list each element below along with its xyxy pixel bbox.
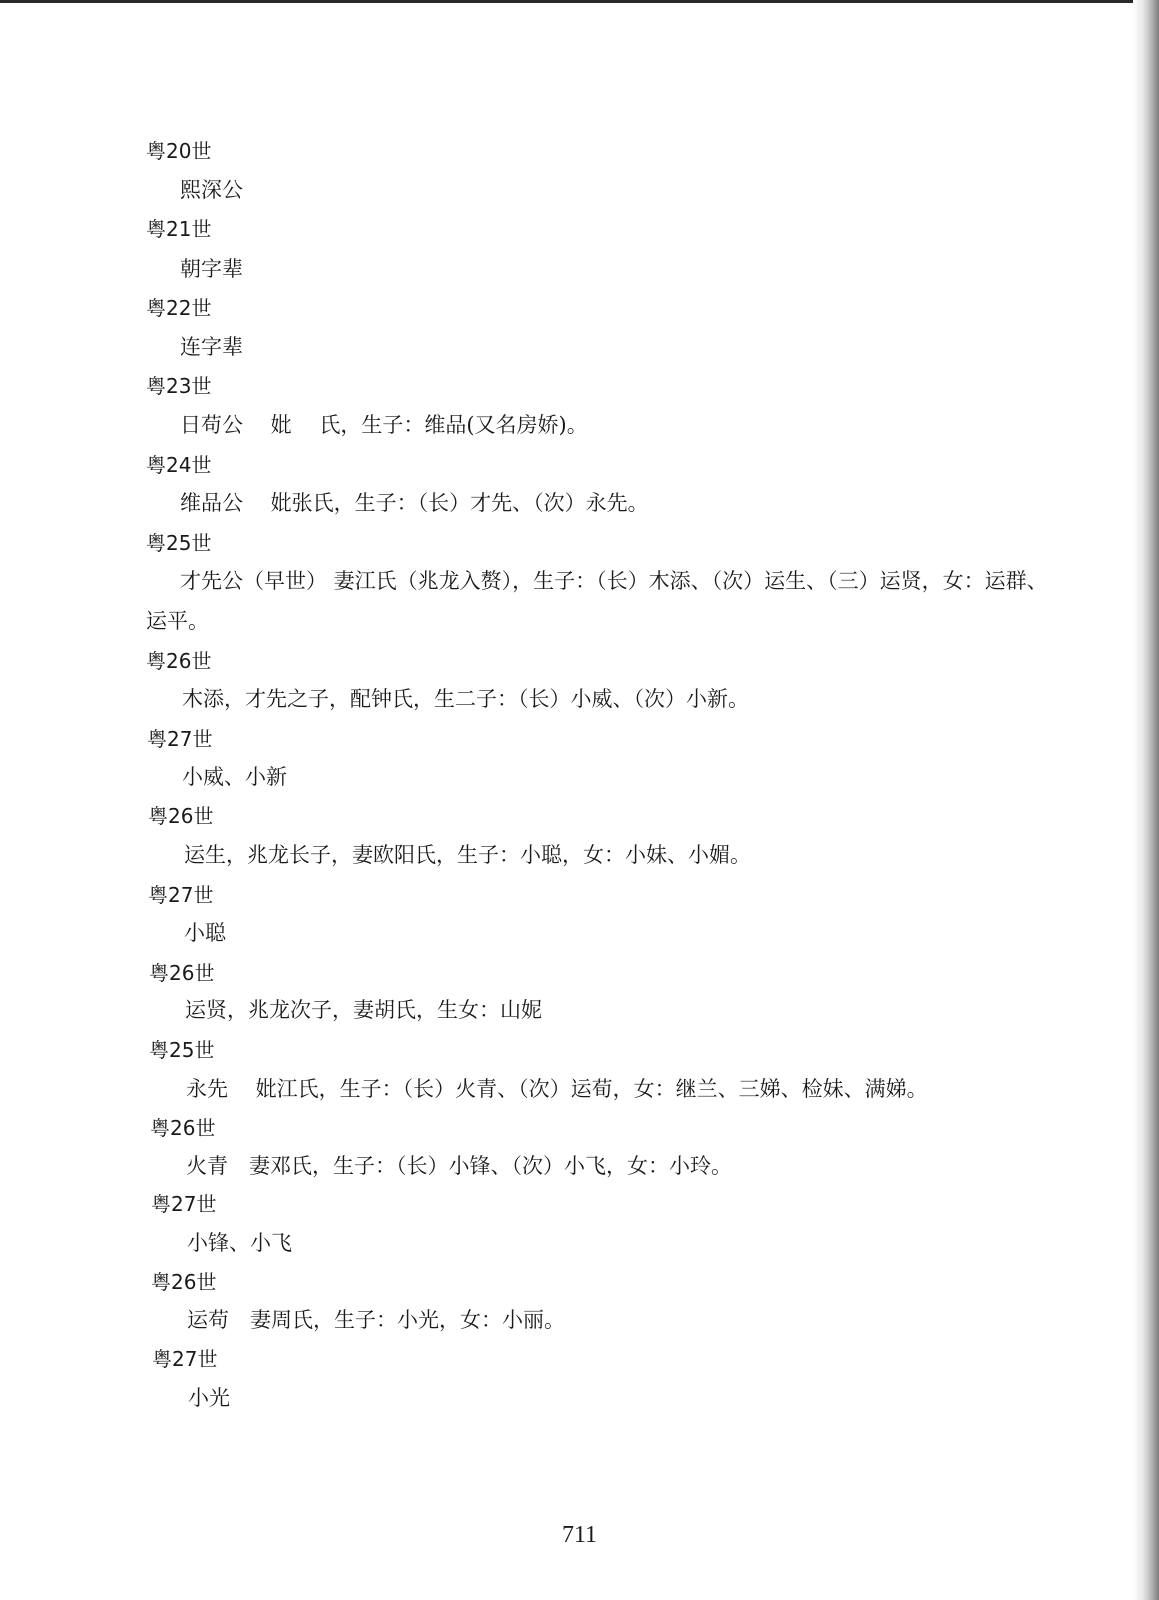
entry-text: 维品公 妣张氏，生子：（长）才先、（次）永先。 xyxy=(180,491,649,515)
generation-heading: 粤23世 xyxy=(146,374,212,398)
entry-text: 火青 妻邓氏，生子：（长）小锋、（次）小飞，女：小玲。 xyxy=(186,1154,732,1178)
entry-text: 运贤，兆龙次子，妻胡氏，生女：山妮 xyxy=(185,998,542,1022)
page-number: 711 xyxy=(561,1522,598,1548)
entry-text-continuation: 运平。 xyxy=(146,609,209,633)
generation-heading: 粤24世 xyxy=(146,453,212,477)
generation-heading: 粤27世 xyxy=(151,1192,217,1216)
generation-heading: 粤27世 xyxy=(148,883,214,907)
generation-heading: 粤26世 xyxy=(146,649,212,673)
entry-text: 日苟公 妣 氏，生子：维品(又名房娇)。 xyxy=(180,413,588,437)
generation-heading: 粤27世 xyxy=(152,1347,218,1371)
generation-heading: 粤26世 xyxy=(149,961,215,985)
scan-border-right xyxy=(1133,0,1159,1600)
generation-heading: 粤26世 xyxy=(150,1116,216,1140)
entry-text: 小锋、小飞 xyxy=(187,1231,292,1255)
generation-heading: 粤26世 xyxy=(148,804,214,828)
entry-text: 连字辈 xyxy=(180,335,243,359)
generation-heading: 粤27世 xyxy=(147,727,213,751)
entry-text: 永先 妣江氏，生子：（长）火青、（次）运荀，女：继兰、三娣、检妹、满娣。 xyxy=(186,1077,928,1101)
entry-text: 小威、小新 xyxy=(182,765,287,789)
entry-text: 朝字辈 xyxy=(180,257,243,281)
entry-text: 小聪 xyxy=(184,921,226,945)
generation-heading: 粤25世 xyxy=(149,1038,215,1062)
entry-text: 小光 xyxy=(188,1386,230,1410)
entry-text: 熙深公 xyxy=(180,178,243,202)
entry-text: 运苟 妻周氏，生子：小光，女：小丽。 xyxy=(187,1308,565,1332)
generation-heading: 粤20世 xyxy=(146,139,212,163)
generation-heading: 粤22世 xyxy=(146,296,212,320)
generation-heading: 粤21世 xyxy=(146,217,212,241)
generation-heading: 粤25世 xyxy=(146,531,212,555)
entry-text: 运生，兆龙长子，妻欧阳氏，生子：小聪，女：小妹、小媚。 xyxy=(184,843,751,867)
generation-heading: 粤26世 xyxy=(151,1270,217,1294)
entry-text: 木添，才先之子，配钟氏，生二子：（长）小威、（次）小新。 xyxy=(182,687,749,711)
entry-text: 才先公（早世） 妻江氏（兆龙入赘），生子：（长）木添、（次）运生、（三）运贤，女：运群、 xyxy=(180,569,1048,593)
